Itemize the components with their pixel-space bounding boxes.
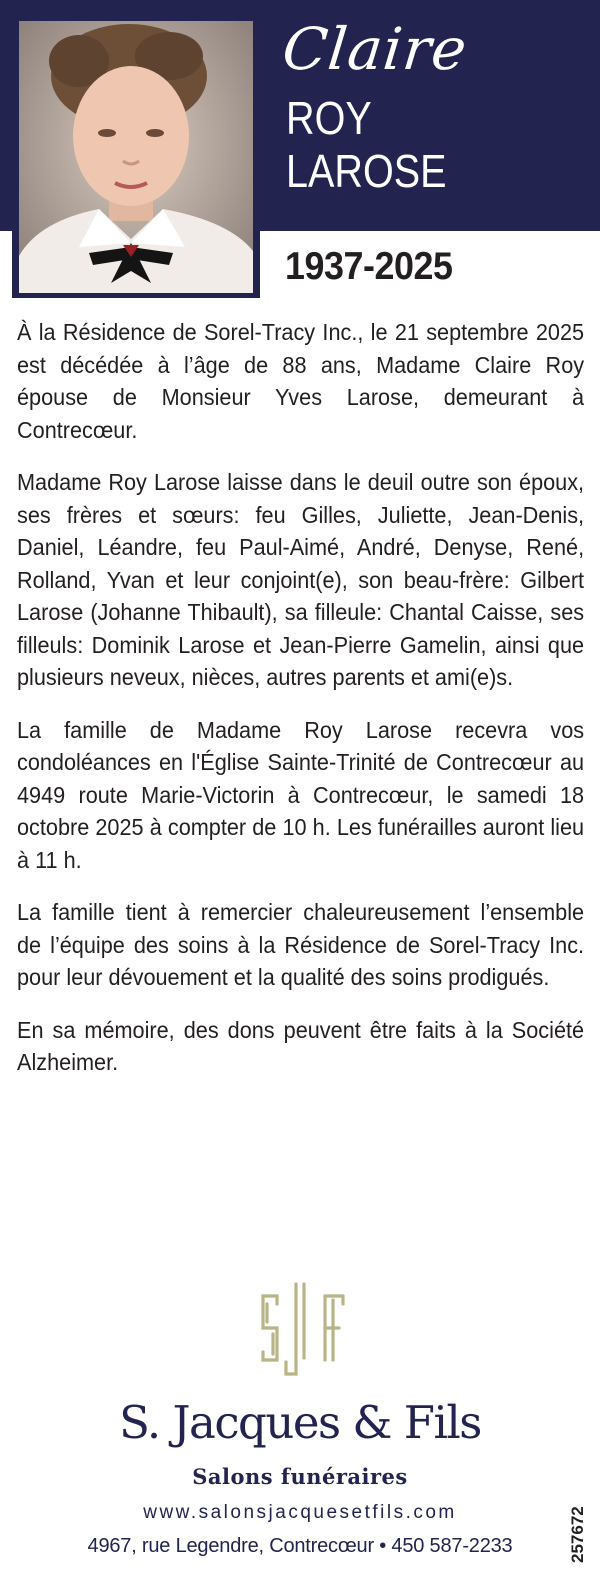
- paragraph-condolences: La famille de Madame Roy Larose recevra vos condoléances en l'Église Sainte-Trinité de Contrecœur au 4949 route Marie-Victorin à Contrecœur, le samedi 18 octobre 2025 à compter de 10 h. Les funérailles auront lieu à 11 h.: [17, 716, 585, 873]
- funeral-home-subtitle: Salons funéraires: [192, 1464, 408, 1489]
- sjf-monogram-logo: [255, 1276, 347, 1382]
- paragraph-death-notice: À la Résidence de Sorel-Tracy Inc., le 21 septembre 2025 est décédée à l’âge de 88 ans, Madame Claire Roy épouse de Monsieur Yves Larose, demeurant à Contrecœur.: [17, 319, 585, 443]
- surname-line-1: ROY: [286, 92, 372, 144]
- paragraph-thanks: La famille tient à remercier chaleureusement l’ensemble de l’équipe des soins à la Résidence de Sorel-Tracy Inc. pour leur dévouement et la qualité des soins prodigués.: [17, 899, 585, 990]
- portrait-photo: [19, 21, 253, 293]
- funeral-home-website[interactable]: www.salonsjacquesetfils.com: [143, 1502, 457, 1523]
- portrait-frame: [12, 14, 260, 298]
- paragraph-donations: En sa mémoire, des dons peuvent être faits à la Société Alzheimer.: [17, 1016, 585, 1075]
- paragraph-family: Madame Roy Larose laisse dans le deuil outre son époux, ses frères et sœurs: feu Gilles, Juliette, Jean-Denis, Daniel, Léandre, feu Paul-Aimé, André, Denyse, René, Rolland, Yvan et leur conjoint(e), son beau-frère: Gilbert Larose (Johanne Thibault), sa filleule: Chantal Caisse, ses filleuls: Dominik Larose et Jean-Pierre Gamelin, ainsi que plusieurs neveux, nièces, autres parents et ami(e)s.: [17, 469, 585, 690]
- first-name: Claire: [279, 15, 471, 83]
- life-years: 1937-2025: [285, 245, 453, 288]
- surname-line-2: LAROSE: [286, 145, 447, 197]
- funeral-home-name: S. Jacques & Fils: [119, 1396, 481, 1449]
- obituary-text: [17, 316, 584, 1099]
- ad-reference-number: 257672: [568, 1506, 587, 1563]
- funeral-home-address: 4967, rue Legendre, Contrecœur • 450 587-2233: [87, 1535, 513, 1557]
